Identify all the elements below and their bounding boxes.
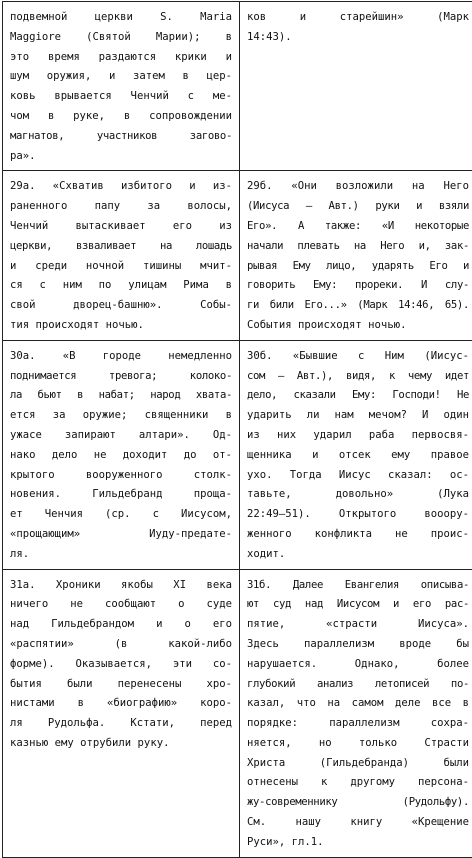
text-line: казал, что на самом деле все в <box>247 694 469 714</box>
text-line: 29б. «Они возложили на Него <box>247 177 469 197</box>
text-line: нако дело не доходит до от- <box>10 446 232 466</box>
text-line: Руси», гл.1. <box>247 833 469 853</box>
text-line: Здесь параллелизм вроде бы <box>247 635 469 655</box>
text-line: ля Рудольфа. Кстати, перед <box>10 714 232 734</box>
text-line: ют суд над Иисусом и его рас- <box>247 595 469 615</box>
text-line: 31а. Хроники якобы XI века <box>10 576 232 596</box>
parallel-comparison-table <box>2 1 472 858</box>
text-line: ет Ченчия (ср. с Иисусом, <box>10 505 232 525</box>
text-line: События происходят ночью. <box>247 316 469 336</box>
text-line: ся с ним по улицам Рима в <box>10 276 232 296</box>
text-line: свой дворец-башню». Собы- <box>10 296 232 316</box>
text-line: 14:43). <box>247 28 469 48</box>
text-line: няется, но только Страсти <box>247 734 469 754</box>
text-line: новения. Гильдебранд проща- <box>10 485 232 505</box>
text-line: и среди ночной тишины мчит- <box>10 257 232 277</box>
right-cell <box>240 569 472 857</box>
text-line: 30б. «Бывшие с Ним (Иисус- <box>247 347 469 367</box>
text-line: ра». <box>10 147 232 167</box>
text-line: ется за оружие; священники в <box>10 406 232 426</box>
text-line: из них ударил раба первосвя- <box>247 426 469 446</box>
text-line: Ченчий вытаскивает его из <box>10 217 232 237</box>
text-line: ничего не сообщают о суде <box>10 595 232 615</box>
left-cell <box>3 171 240 340</box>
text-line: См. нашу книгу «Крещение <box>247 813 469 833</box>
text-line: поднимается тревога; колоко- <box>10 367 232 387</box>
text-line: Его». А также: «И некоторые <box>247 217 469 237</box>
text-line: ухо. Тогда Иисус сказал: ос- <box>247 466 469 486</box>
text-line: дело, сказали Ему: Господи! Не <box>247 386 469 406</box>
text-line: начали плевать на Него и, зак- <box>247 237 469 257</box>
text-line: глубокий анализ летописей по- <box>247 675 469 695</box>
text-line: женного конфликта не проис- <box>247 525 469 545</box>
text-line: отнесены к другому персона- <box>247 773 469 793</box>
text-line: говорить Ему: прореки. И слу- <box>247 276 469 296</box>
left-cell <box>3 340 240 569</box>
text-line: 30а. «В городе немедленно <box>10 347 232 367</box>
text-line: шум оружия, и затем в цер- <box>10 67 232 87</box>
text-line: нистами в «биографию» коро- <box>10 694 232 714</box>
text-line: форме). Оказывается, эти со- <box>10 655 232 675</box>
text-line: ков и старейшин» (Марк <box>247 8 469 28</box>
text-line: порядке: параллелизм сохра- <box>247 714 469 734</box>
text-line: это время раздаются крики и <box>10 48 232 68</box>
text-line: бытия были перенесены хро- <box>10 675 232 695</box>
text-line: ги били Его...» (Марк 14:46, 65). <box>247 296 469 316</box>
text-line: нарушается. Однако, более <box>247 655 469 675</box>
right-cell <box>240 171 472 340</box>
right-cell <box>240 2 472 171</box>
text-line: подвемной церкви S. Maria <box>10 8 232 28</box>
left-cell <box>3 2 240 171</box>
left-cell <box>3 569 240 857</box>
text-line: рывая Ему лицо, ударять Его и <box>247 257 469 277</box>
text-line: церкви, взваливает на лошадь <box>10 237 232 257</box>
table-row <box>3 569 472 857</box>
text-line: ужасе запирают алтари». Од- <box>10 426 232 446</box>
text-line: ля. <box>10 545 232 565</box>
text-line: казнью ему отрубили руку. <box>10 734 232 754</box>
table-row <box>3 171 472 340</box>
table-row <box>3 340 472 569</box>
text-line: «распятии» (в какой-либо <box>10 635 232 655</box>
right-cell <box>240 340 472 569</box>
text-line: Христа (Гильдебранда) были <box>247 754 469 774</box>
text-line: раненного папу за волосы, <box>10 197 232 217</box>
text-line: чом в руке, в сопровождении <box>10 107 232 127</box>
text-line: 31б. Далее Евангелия описыва- <box>247 576 469 596</box>
text-line: «прощающим» Иуду-предате- <box>10 525 232 545</box>
text-line: Maggiore (Святой Марии); в <box>10 28 232 48</box>
text-line: тия происходят ночью. <box>10 316 232 336</box>
text-line: крытого вооруженного столк- <box>10 466 232 486</box>
text-line: ударить ли нам мечом? И один <box>247 406 469 426</box>
text-line: магнатов, участников загово- <box>10 127 232 147</box>
text-line: (Иисуса – Авт.) руки и взяли <box>247 197 469 217</box>
text-line: 22:49–51). Открытого вооору- <box>247 505 469 525</box>
text-line: ла бьют в набат; народ хвата- <box>10 386 232 406</box>
text-line: жу-современнику (Рудольфу). <box>247 793 469 813</box>
text-line: сом – Авт.), видя, к чему идет <box>247 367 469 387</box>
text-line: ходит. <box>247 545 469 565</box>
text-line: 29а. «Схватив избитого и из- <box>10 177 232 197</box>
text-line: щенника и отсек ему правое <box>247 446 469 466</box>
text-line: пятие, «страсти Иисуса». <box>247 615 469 635</box>
text-line: тавьте, довольно» (Лука <box>247 485 469 505</box>
text-line: ковь врывается Ченчий с ме- <box>10 87 232 107</box>
text-line: над Гильдебрандом и о его <box>10 615 232 635</box>
table-row <box>3 2 472 171</box>
